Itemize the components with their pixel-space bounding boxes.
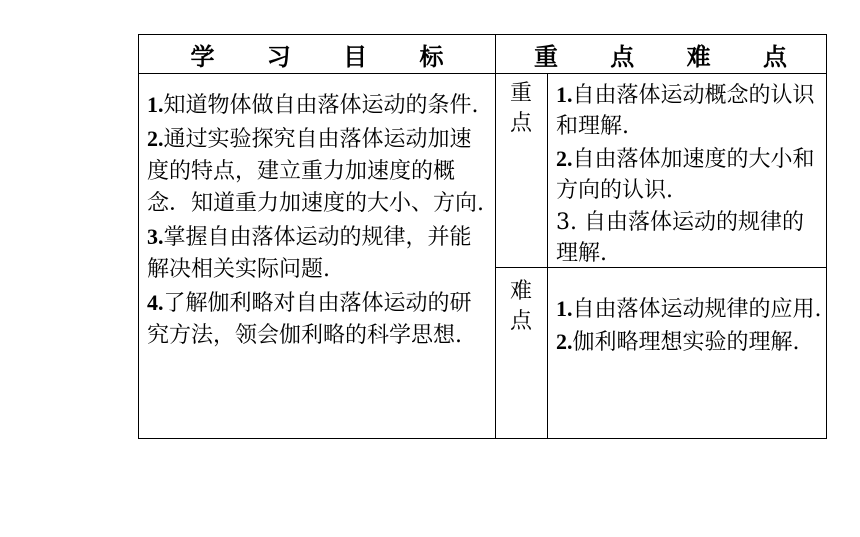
label-column-divider (547, 73, 548, 438)
goals-table (138, 34, 827, 439)
goal-item: 1.知道物体做自由落体运动的条件. (147, 92, 479, 118)
key-point-item: 2.自由落体加速度的大小和方向的认识. (556, 146, 815, 203)
learning-goals-cell (147, 89, 492, 353)
difficult-point-item: 2.伽利略理想实验的理解. (556, 329, 800, 355)
header-learning-goals: 学 习 目 标 (190, 41, 466, 71)
goal-item: 2.通过实验探究自由落体运动加速度的特点，建立重力加速度的概念．知道重力加速度的大小、方向. (147, 126, 484, 216)
key-points-cell (556, 79, 822, 270)
difficult-points-cell (556, 293, 822, 359)
column-divider (495, 35, 496, 438)
goal-item: 3.掌握自由落体运动的规律，并能解决相关实际问题. (147, 224, 472, 282)
header-key-difficult-points: 重 点 难 点 (533, 41, 810, 71)
header-divider (139, 73, 826, 74)
key-label: 重 点 (509, 81, 532, 136)
goal-item: 4.了解伽利略对自由落体运动的研究方法，领会伽利略的科学思想. (147, 290, 472, 348)
key-point-item: 3. 自由落体运动的规律的理解. (556, 210, 804, 266)
difficult-label: 难 点 (509, 279, 532, 334)
difficult-point-item: 1.自由落体运动规律的应用. (556, 296, 822, 322)
key-point-item: 1.自由落体运动概念的认识和理解. (556, 82, 815, 139)
